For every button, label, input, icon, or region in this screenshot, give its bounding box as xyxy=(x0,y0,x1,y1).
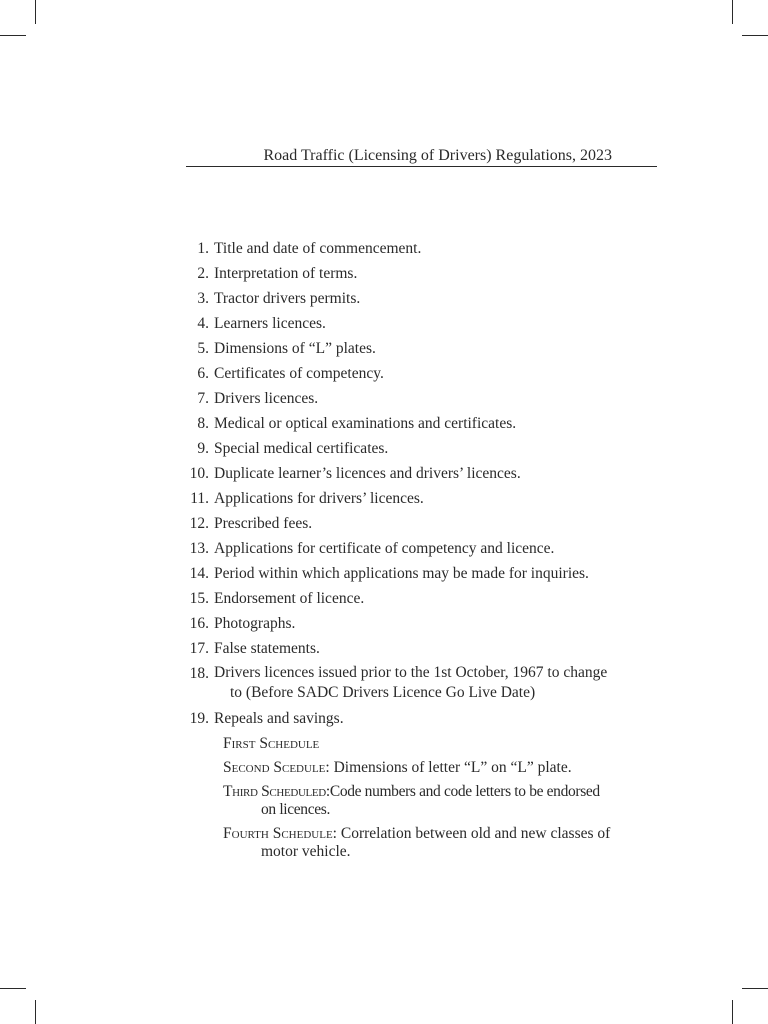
toc-item-text: Prescribed fees. xyxy=(214,515,313,532)
toc-item-text: Applications for drivers’ licences. xyxy=(214,490,424,507)
toc-item-text: Tractor drivers permits. xyxy=(214,290,361,307)
schedule-name: Third Scheduled: xyxy=(223,783,330,800)
toc-item-text: Drivers licences. xyxy=(214,390,319,407)
toc-item-text: Certificates of competency. xyxy=(214,365,384,382)
schedule-list xyxy=(223,735,663,867)
schedule-text-continued: motor vehicle. xyxy=(261,843,351,860)
toc-item xyxy=(176,361,666,386)
toc-item xyxy=(176,611,666,636)
schedule-name: Fourth Schedule: xyxy=(223,825,337,842)
toc-item xyxy=(176,386,666,411)
toc-item-text: Title and date of commencement. xyxy=(214,240,422,257)
toc-item-text: Duplicate learner’s licences and drivers’ licences. xyxy=(214,465,521,482)
running-header xyxy=(186,147,657,167)
schedule-text: Code numbers and code letters to be endorsed xyxy=(329,783,600,800)
toc-item-text: Period within which applications may be made for inquiries. xyxy=(214,565,589,582)
toc-item-number: 1. xyxy=(197,240,209,257)
toc-item-number: 10. xyxy=(189,465,209,482)
toc-item xyxy=(176,561,666,586)
toc-item-number: 6. xyxy=(197,365,209,382)
toc-item-number: 13. xyxy=(189,540,209,557)
toc-item xyxy=(176,336,666,361)
toc-item xyxy=(176,261,666,286)
toc-item-text: Drivers licences issued prior to the 1st October, 1967 to change xyxy=(214,664,608,681)
toc-item xyxy=(176,511,666,536)
crop-mark-top-right-v xyxy=(732,0,733,24)
schedule-name: Second Scedule: xyxy=(223,759,330,776)
toc-item xyxy=(176,661,666,706)
schedule-name: First Schedule xyxy=(223,735,320,752)
toc-item-number: 16. xyxy=(189,615,209,632)
toc-item xyxy=(176,486,666,511)
toc-item-text: Applications for certificate of competency and licence. xyxy=(214,540,555,557)
schedule-item xyxy=(223,783,663,819)
toc-item-number: 3. xyxy=(197,290,209,307)
toc-item-number: 18. xyxy=(189,665,209,682)
toc-item xyxy=(176,236,666,261)
toc-item-text: Medical or optical examinations and certificates. xyxy=(214,415,517,432)
toc-item-text: Dimensions of “L” plates. xyxy=(214,340,376,357)
crop-mark-bottom-left-h xyxy=(0,988,26,989)
toc-item-text: Photographs. xyxy=(214,615,296,632)
toc-item xyxy=(176,706,666,731)
schedule-text: Dimensions of letter “L” on “L” plate. xyxy=(333,759,572,776)
toc-item-number: 7. xyxy=(197,390,209,407)
toc-item xyxy=(176,286,666,311)
crop-mark-bottom-right-h xyxy=(742,988,768,989)
toc-item-text: Special medical certificates. xyxy=(214,440,389,457)
crop-mark-bottom-right-v xyxy=(732,1000,733,1024)
schedule-item xyxy=(223,825,663,861)
toc-item xyxy=(176,586,666,611)
toc-item-text: Repeals and savings. xyxy=(214,710,344,727)
schedule-text: Correlation between old and new classes of xyxy=(340,825,611,842)
toc-item-text: Interpretation of terms. xyxy=(214,265,358,282)
toc-item-number: 12. xyxy=(189,515,209,532)
toc-item xyxy=(176,536,666,561)
schedule-item xyxy=(223,735,663,753)
crop-mark-bottom-left-v xyxy=(35,1000,36,1024)
toc-item-number: 14. xyxy=(189,565,209,582)
header-title: Road Traffic (Licensing of Drivers) Regulations, 2023 xyxy=(263,147,612,164)
toc-item-number: 17. xyxy=(189,640,209,657)
table-of-contents xyxy=(176,236,666,731)
toc-item-number: 5. xyxy=(197,340,209,357)
toc-item-text: Learners licences. xyxy=(214,315,326,332)
toc-item-number: 4. xyxy=(197,315,209,332)
toc-item-number: 9. xyxy=(197,440,209,457)
toc-item-number: 15. xyxy=(189,590,209,607)
toc-item xyxy=(176,411,666,436)
toc-item-text-continued: to (Before SADC Drivers Licence Go Live Date) xyxy=(230,684,536,701)
crop-mark-top-left-v xyxy=(35,0,36,24)
toc-item-number: 2. xyxy=(197,265,209,282)
crop-mark-top-right-h xyxy=(742,35,768,36)
schedule-text-continued: on licences. xyxy=(261,801,330,818)
toc-item xyxy=(176,311,666,336)
toc-item-text: False statements. xyxy=(214,640,320,657)
toc-item-number: 8. xyxy=(197,415,209,432)
toc-item-number: 19. xyxy=(189,710,209,727)
toc-item xyxy=(176,461,666,486)
toc-item xyxy=(176,636,666,661)
crop-mark-top-left-h xyxy=(0,35,26,36)
toc-item-number: 11. xyxy=(190,490,209,507)
schedule-item xyxy=(223,759,663,777)
toc-item xyxy=(176,436,666,461)
toc-item-text: Endorsement of licence. xyxy=(214,590,365,607)
